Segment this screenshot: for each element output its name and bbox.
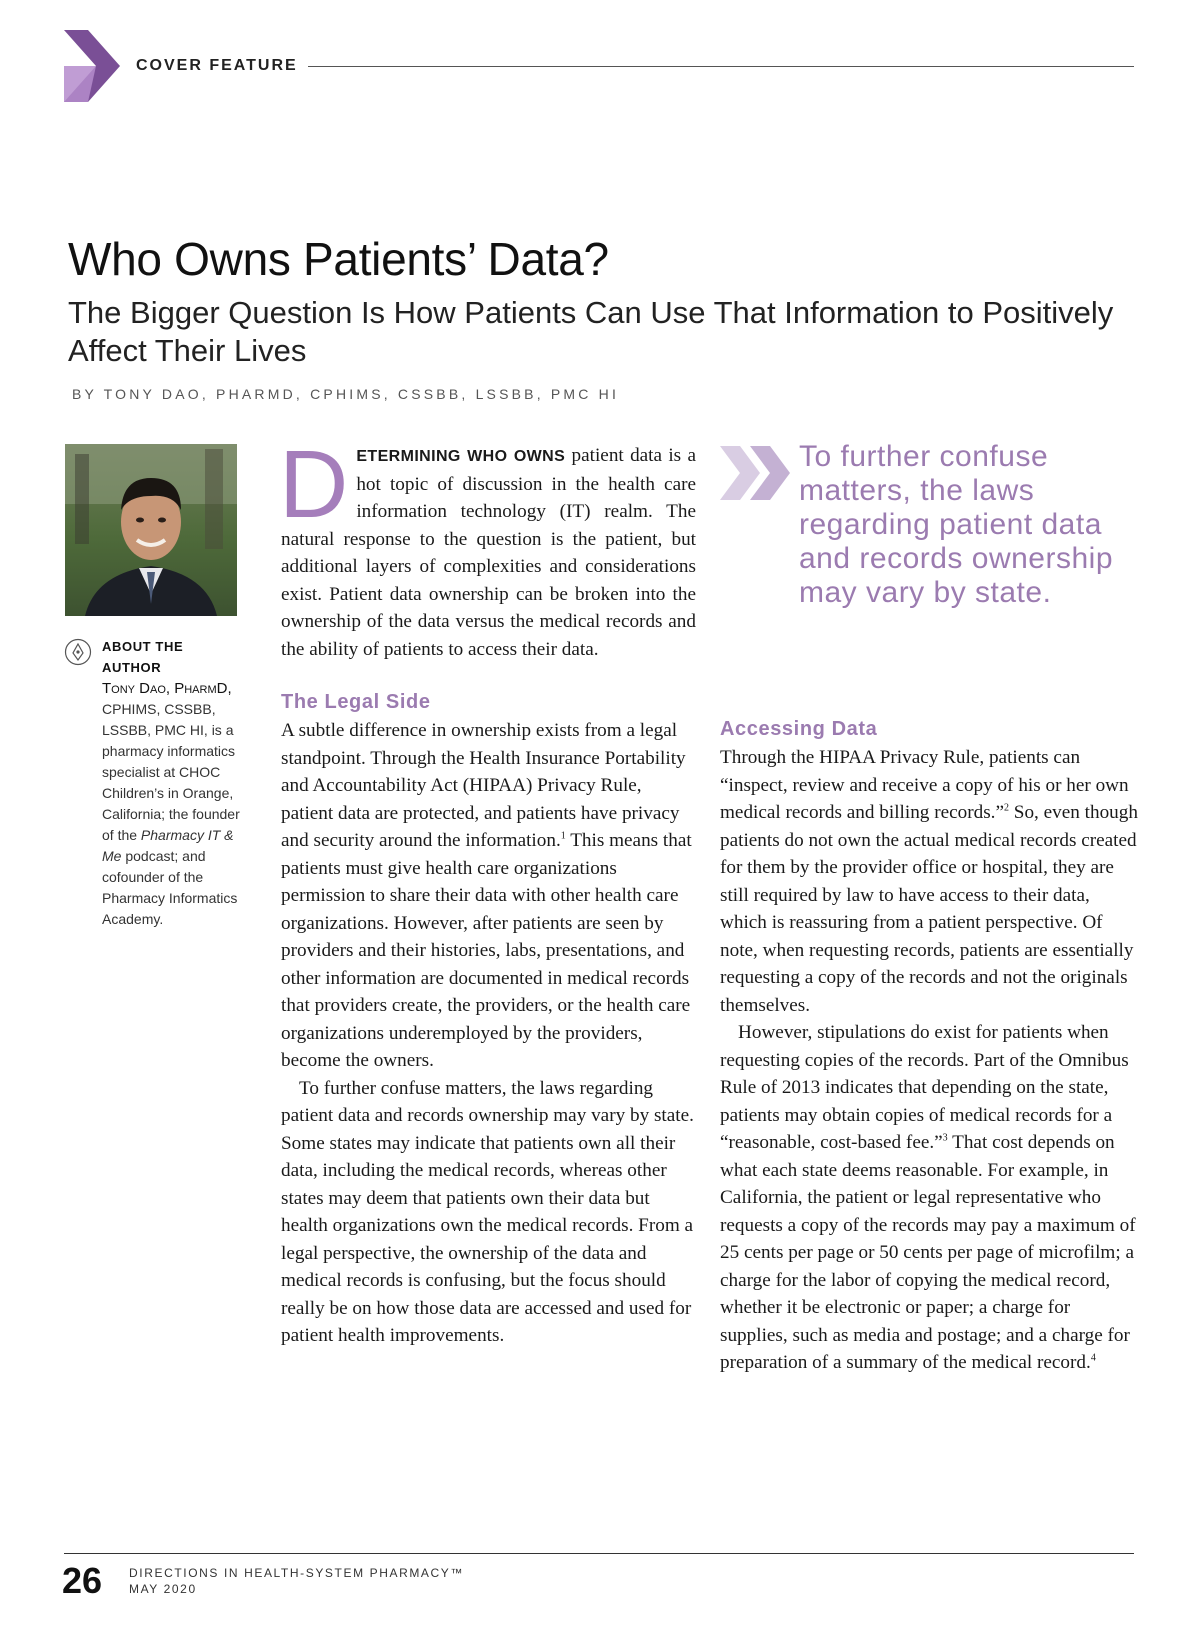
article-subtitle: The Bigger Question Is How Patients Can Use That Information to Positively Affect Their Lives [68,295,1114,368]
subhead-accessing-data: Accessing Data [720,718,878,740]
access-paragraph-1b: So, even though patients do not own the actual medical records created for them by the provider office or hospital, they are still required by law to have access to their data, which is reassuring from a patient perspective. Of note, when requesting records, patients are essentially requesting a copy of the records and not the originals themselves. [720,802,1138,1016]
author-bio [102,636,242,930]
podcast-name: Pharmacy IT & Me [102,827,234,864]
intro-paragraph: patient data is a hot topic of discussion in the health care information technology (IT) realm. The natural response to the question is the patient, but additional layers of complexities and considerations exist. Patient data ownership can be broken into the ownership of the data versus the medical records and the ability of patients to access their data. [281,445,696,660]
reference-1: 1 [560,830,566,842]
reference-2: 2 [1003,802,1009,814]
byline: BY TONY DAO, PHARMD, CPHIMS, CSSBB, LSSBB, PMC HI [72,386,620,402]
legal-paragraph-1b: This means that patients must give health care organizations permission to share their data with other health care organizations. However, after patients are seen by providers and their histories, labs, presentations, and other information are documented in medical records that providers create, the providers, or the health care organizations underemployed by the providers, become the owners. [281,830,692,1071]
body-column-middle [279,431,696,1350]
about-author-label: ABOUT THE AUTHOR [102,639,184,675]
access-paragraph-2a: However, stipulations do exist for patients when requesting copies of the records. Part of the Omnibus Rule of 2013 indicates that depending on the state, patients may obtain copies of medical records for a “reasonable, cost-based fee.” [720,1022,1129,1153]
page-number: 26 [62,1560,103,1601]
subhead-legal-side: The Legal Side [281,691,431,713]
legal-paragraph-1a: A subtle difference in ownership exists from a legal standpoint. Through the Health Insurance Portability and Accountability Act (HIPAA) Privacy Rule, patient data are protected, and patients have privacy and security around the information. [281,720,686,851]
issue-date: MAY 2020 [129,1582,197,1596]
reference-3: 3 [942,1132,948,1144]
drop-cap: D [279,431,349,538]
journal-name: DIRECTIONS IN HEALTH-SYSTEM PHARMACY™ [129,1566,465,1580]
double-chevron-icon [720,446,792,500]
access-paragraph-2b: That cost depends on what each state deems reasonable. For example, in California, the patient or legal representative who requests a copy of the records may pay a maximum of 25 cents per page or 50 cents per page of microfilm; a charge for the labor of copying the medical record, whether it be electronic or paper; a charge for supplies, such as media and postage; and a charge for preparation of a summary of the medical record. [720,1132,1136,1373]
header-divider [308,66,1134,67]
author-bio-text: CPHIMS, CSSBB, LSSBB, PMC HI, is a pharmacy informatics specialist at CHOC Children’s in Orange, California; the founder of the [102,701,240,843]
pen-nib-icon [64,638,92,666]
body-column-right [720,714,1140,1377]
access-paragraph-1a: Through the HIPAA Privacy Rule, patients can “inspect, review and receive a copy of his or her own medical records and billing records.” [720,747,1129,823]
author-photo [65,444,237,616]
author-name: Tony Dao, PharmD, [102,680,232,697]
reference-4: 4 [1090,1352,1096,1364]
article-title: Who Owns Patients’ Data? [68,233,609,285]
author-bio-text-end: podcast; and cofounder of the Pharmacy Informatics Academy. [102,848,238,927]
legal-paragraph-2: To further confuse matters, the laws regarding patient data and records ownership may vary by state. Some states may indicate that patients own all their data, including the medical records, whereas other states may deem that patients own their data but health organizations own the medical records. From a legal perspective, the ownership of the data and medical records is confusing, but the focus should really be on how those data are accessed and used for patient health improvements. [281,1077,694,1346]
footer-divider [64,1553,1134,1554]
section-label: COVER FEATURE [136,57,298,74]
lead-in: ETERMINING WHO OWNS [356,448,566,465]
chevron-logo-icon [64,30,120,102]
pull-quote: To further confuse matters, the laws regarding patient data and records ownership may vary by state. [799,440,1114,609]
